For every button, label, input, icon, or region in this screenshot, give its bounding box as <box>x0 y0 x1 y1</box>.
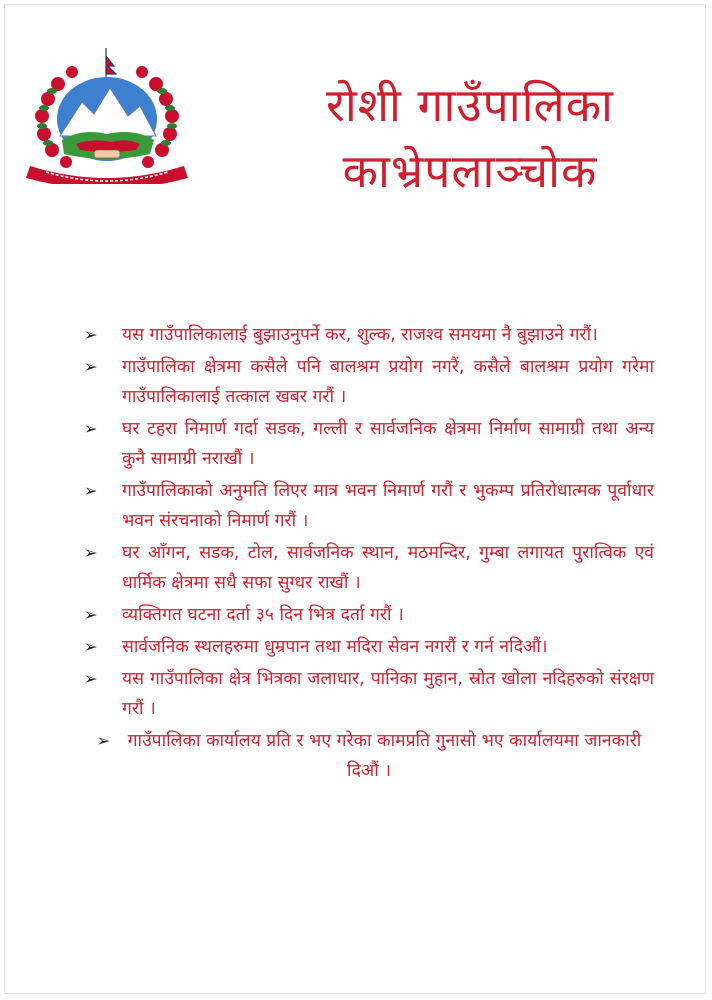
arrow-bullet-icon: ➢ <box>84 419 98 438</box>
notice-text: यस गाउँपालिकालाई बुझाउनुपर्ने कर, शुल्क, राजश्व समयमा नै बुझाउने गरौं। <box>122 325 598 345</box>
notice-text: घर टहरा निमार्ण गर्दा सडक, गल्ली र सार्वजनिक क्षेत्रमा निर्माण सामाग्री तथा अन्य कुनै सामाग्री नराखौं । <box>122 419 654 469</box>
nepal-emblem-icon <box>22 44 192 184</box>
flag-icon <box>106 48 116 78</box>
list-item <box>84 726 654 786</box>
page-title <box>260 72 680 204</box>
notice-text: गाउँपालिका क्षेत्रमा कसैले पनि बालश्रम प्रयोग नगरैं, कसैले बालश्रम प्रयोग गरेमा गाउँपालिकालाई तत्काल खबर गरौं । <box>122 357 654 407</box>
arrow-bullet-icon: ➢ <box>84 669 98 688</box>
notice-list <box>84 320 654 788</box>
arrow-bullet-icon: ➢ <box>96 731 111 750</box>
arrow-bullet-icon: ➢ <box>84 637 98 656</box>
notice-text: सार्वजनिक स्थलहरुमा धुम्रपान तथा मदिरा सेवन नगरौं र गर्न नदिऔं। <box>122 637 548 657</box>
list-item <box>84 632 654 662</box>
notice-text: यस गाउँपालिका क्षेत्र भित्रका जलाधार, पानिका मुहान, स्रोत खोला नदिहरुको संरक्षण गरौं । <box>122 669 654 719</box>
arrow-bullet-icon: ➢ <box>84 605 98 624</box>
arrow-bullet-icon: ➢ <box>84 325 98 344</box>
list-item <box>84 600 654 630</box>
list-item <box>84 476 654 536</box>
notice-text: गाउँपालिका कार्यालय प्रति र भए गरेका कामप्रति गुनासो भए कार्यालयमा जानकारी दिऔं । <box>127 731 642 781</box>
notice-text: व्यक्तिगत घटना दर्ता ३५ दिन भित्र दर्ता गरौं । <box>122 605 404 625</box>
arrow-bullet-icon: ➢ <box>84 357 98 376</box>
list-item <box>84 414 654 474</box>
list-item <box>84 664 654 724</box>
list-item <box>84 538 654 598</box>
arrow-bullet-icon: ➢ <box>84 543 98 562</box>
title-district: काभ्रेपलाञ्चोक <box>342 144 598 198</box>
notice-text: घर आँगन, सडक, टोल, सार्वजनिक स्थान, मठमन्दिर, गुम्बा लगायत पुरात्विक एवं धार्मिक क्षेत्रमा सधै सफा सुग्धर राखौं । <box>122 543 654 593</box>
title-municipality: रोशी गाउँपालिका <box>326 78 614 132</box>
arrow-bullet-icon: ➢ <box>84 481 98 500</box>
list-item <box>84 352 654 412</box>
list-item <box>84 320 654 350</box>
notice-text: गाउँपालिकाको अनुमति लिएर मात्र भवन निमार्ण गरौं र भुकम्प प्रतिरोधात्मक पूर्वाधार भवन संरचनाको निमार्ण गरौं । <box>122 481 654 531</box>
